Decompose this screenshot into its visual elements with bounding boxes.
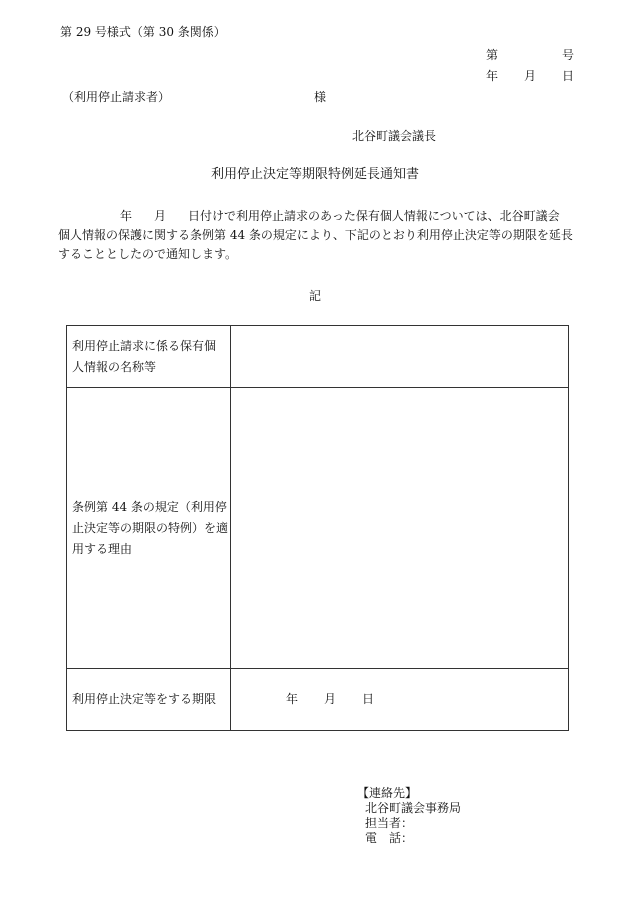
deadline-label: 利用停止決定等をする期限 — [67, 669, 231, 731]
table-row-deadline — [67, 669, 569, 731]
document-number-suffix: 号 — [562, 48, 575, 62]
contact-person: 担当者： — [365, 816, 414, 830]
info-name-value[interactable] — [231, 326, 569, 388]
deadline-value[interactable] — [231, 669, 569, 731]
document-date-year: 年 — [486, 69, 499, 83]
body-line-3: することとしたので通知します。 — [58, 247, 238, 261]
deadline-day: 日 — [362, 692, 375, 706]
document-date-day: 日 — [562, 69, 575, 83]
sender-name: 北谷町議会議長 — [352, 129, 437, 143]
deadline-month: 月 — [324, 692, 337, 706]
body-year: 年 — [120, 209, 133, 223]
document-number-prefix: 第 — [486, 48, 499, 62]
document-title: 利用停止決定等期限特例延長通知書 — [210, 167, 419, 182]
info-name-label-line-1: 利用停止請求に係る保有個 — [72, 338, 217, 353]
body-month: 月 — [154, 209, 167, 223]
notice-table — [66, 325, 569, 731]
recipient-label: （利用停止請求者） — [62, 90, 171, 104]
reason-label-line-3: 用する理由 — [72, 541, 133, 556]
deadline-year: 年 — [286, 692, 299, 706]
body-line-2: 個人情報の保護に関する条例第 44 条の規定により、下記のとおり利用停止決定等の期限を延長 — [58, 228, 573, 242]
contact-office: 北谷町議会事務局 — [365, 801, 462, 815]
reason-label-line-1: 条例第 44 条の規定（利用停 — [72, 499, 227, 514]
info-name-label — [67, 326, 231, 388]
reason-label — [67, 388, 231, 669]
body-line-1-text: 日付けで利用停止請求のあった保有個人情報については、北谷町議会 — [188, 209, 560, 223]
reason-value[interactable] — [231, 388, 569, 669]
ki-marker: 記 — [308, 289, 321, 303]
recipient-honorific: 様 — [314, 90, 327, 104]
reason-label-line-2: 止決定等の期限の特例）を適 — [72, 520, 229, 535]
table-row-reason — [67, 388, 569, 669]
contact-heading: 【連絡先】 — [357, 786, 418, 800]
contact-block — [357, 786, 461, 846]
contact-phone: 電 話： — [365, 831, 414, 845]
table-row-info-name — [67, 326, 569, 388]
info-name-label-line-2: 人情報の名称等 — [72, 359, 157, 374]
document-date-month: 月 — [524, 69, 537, 83]
form-number: 第 29 号様式（第 30 条関係） — [60, 25, 226, 39]
body-line-1 — [58, 207, 578, 226]
notice-body — [58, 207, 578, 264]
